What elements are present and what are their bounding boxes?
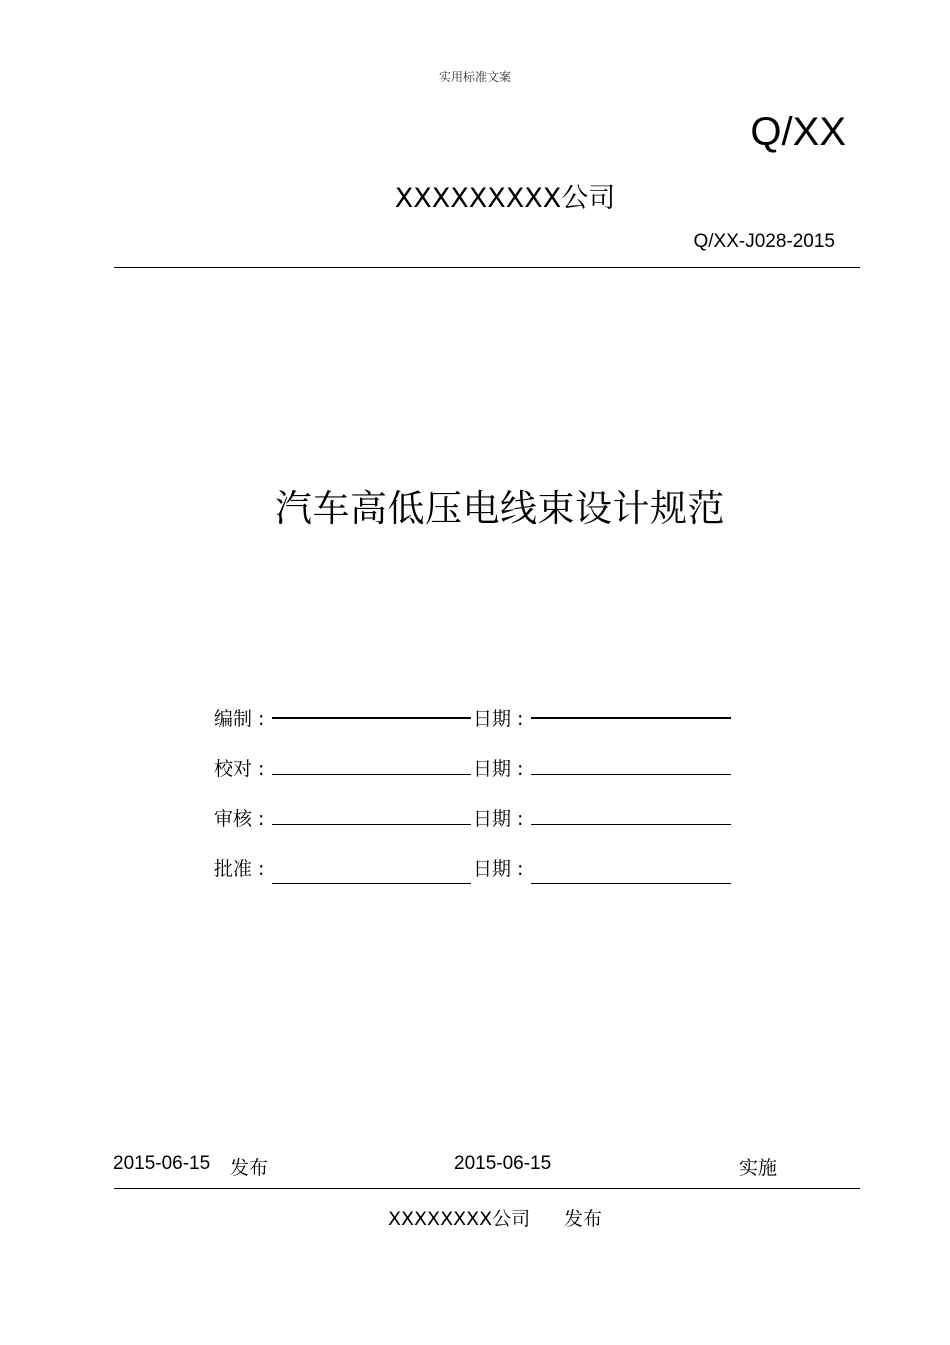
sign-row-compile [214,704,734,734]
compile-date-line [531,717,731,719]
header-note: 实用标准文案 [438,70,511,84]
company-name: XXXXXXXXX公司 [394,183,616,214]
proofread-label: 校对 : [214,758,265,780]
compile-label: 编制 : [214,708,265,730]
review-label: 审核 : [214,808,265,830]
review-date-label: 日期 : [473,808,524,830]
proofread-date-label: 日期 : [473,758,524,780]
publish-label: 发布 [230,1157,269,1179]
sign-row-review [214,804,734,834]
compile-signature-line [272,717,471,719]
compile-date-label: 日期 : [473,708,524,730]
bottom-divider [114,1188,860,1189]
implement-date: 2015-06-15 [454,1153,552,1174]
approve-signature-line [272,883,471,884]
implement-label: 实施 [739,1157,778,1179]
publisher-name: XXXXXXXX公司 [388,1208,531,1230]
approve-date-label: 日期 : [473,858,524,880]
publisher-action: 发布 [564,1208,603,1230]
document-title: 汽车高低压电线束设计规范 [275,487,725,530]
standard-mark: Q/XX [750,110,846,154]
sign-row-approve [214,854,734,884]
top-divider [114,267,860,268]
proofread-signature-line [272,774,471,775]
review-signature-line [272,824,471,825]
approve-label: 批准 : [214,858,265,880]
review-date-line [531,824,731,825]
sign-row-proofread [214,754,734,784]
standard-code: Q/XX-J028-2015 [693,231,835,252]
publish-date: 2015-06-15 [113,1153,211,1174]
approve-date-line [531,883,731,884]
proofread-date-line [531,774,731,775]
